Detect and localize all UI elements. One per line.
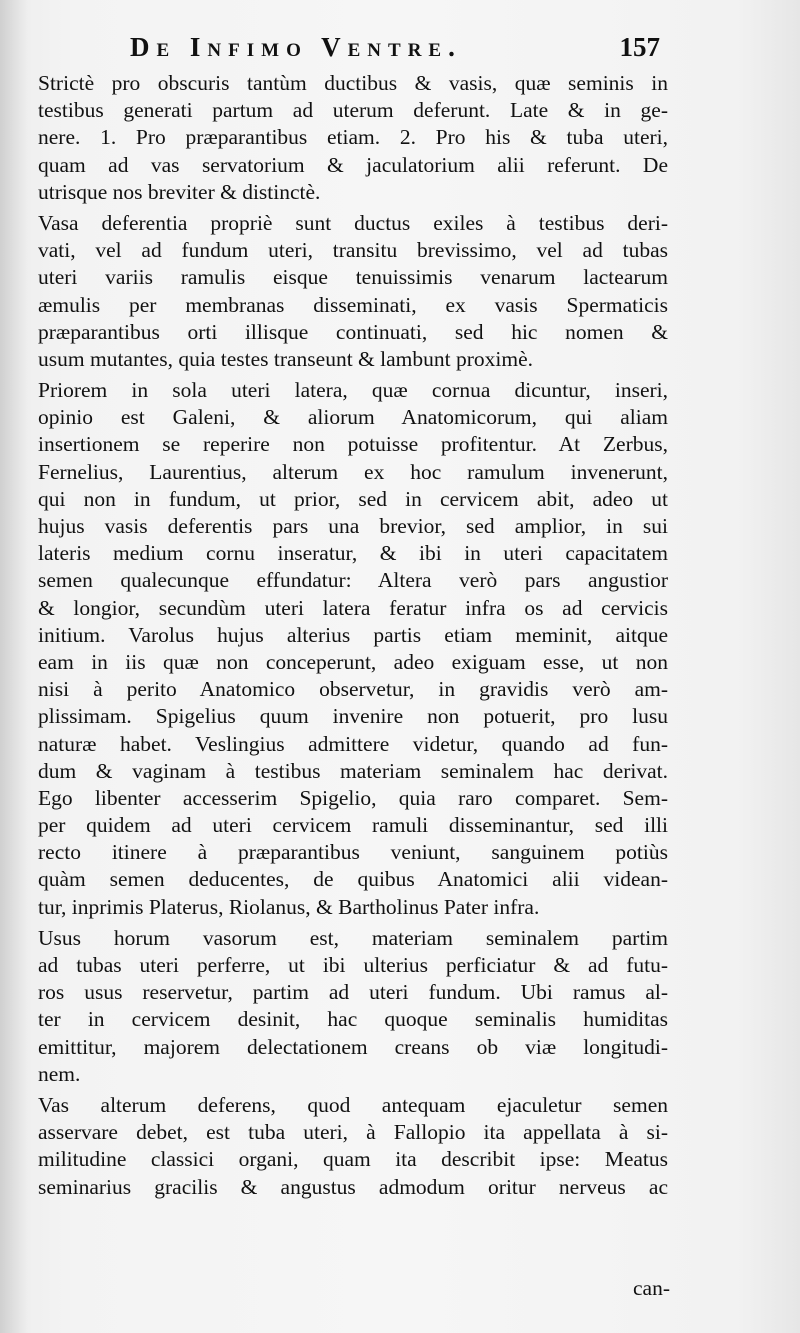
text-line: plissimam. Spigelius quum invenire non potuerit, pro lusu <box>38 704 668 729</box>
paragraph-usus <box>38 925 668 1088</box>
page-number: 157 <box>619 32 660 62</box>
text-line: ros usus reservetur, partim ad uteri fundum. Ubi ramus al- <box>38 980 668 1005</box>
text-line: qui non in fundum, ut prior, sed in cervicem abit, adeo ut <box>38 486 668 511</box>
paragraph-vasa-deferentia <box>38 210 668 373</box>
text-line: militudine classici organi, quam ita describit ipse: Meatus <box>38 1147 668 1172</box>
text-line: opinio est Galeni, & aliorum Anatomicorum, qui aliam <box>38 405 668 430</box>
text-line: dum & vaginam à testibus materiam seminalem hac derivat. <box>38 758 668 783</box>
text-line: emittitur, majorem delectationem creans ob viæ longitudi- <box>38 1034 668 1059</box>
text-line: Ego libenter accesserim Spigelio, quia raro comparet. Sem- <box>38 785 668 810</box>
text-line: nem. <box>38 1061 81 1086</box>
text-line: vati, vel ad fundum uteri, transitu brevissimo, vel ad tubas <box>38 238 668 263</box>
text-line: semen qualecunque effundatur: Altera verò pars angustior <box>38 568 668 593</box>
text-line: quam ad vas servatorium & jaculatorium alii referunt. De <box>38 152 668 177</box>
catchword: can- <box>633 1276 670 1300</box>
text-line: hujus vasis deferentis pars una brevior, sed amplior, in sui <box>38 514 668 538</box>
text-line: Vas alterum deferens, quod antequam ejaculetur semen <box>38 1092 668 1117</box>
paragraph-priorem <box>38 377 668 921</box>
text-line: ad tubas uteri perferre, ut ibi ulterius perficiatur & ad futu- <box>38 953 668 977</box>
paragraph-stricte <box>38 70 668 206</box>
text-line: quàm semen deducentes, de quibus Anatomici alii videan- <box>38 867 668 892</box>
body-text <box>38 70 668 1201</box>
text-line: recto itinere à præparantibus veniunt, sanguinem potiùs <box>38 840 668 865</box>
text-line: eam in iis quæ non conceperunt, adeo exiguam esse, ut non <box>38 649 668 674</box>
text-line: naturæ habet. Veslingius admittere videtur, quando ad fun- <box>38 731 668 756</box>
text-line: initium. Varolus hujus alterius partis etiam meminit, aitque <box>38 622 668 647</box>
text-line: Strictè pro obscuris tantùm ductibus & vasis, quæ seminis in <box>38 71 668 95</box>
gutter-shadow <box>0 0 28 1333</box>
text-line: Vasa deferentia propriè sunt ductus exiles à testibus deri- <box>38 210 668 235</box>
text-line: utrisque nos breviter & distinctè. <box>38 179 321 204</box>
text-line: lateris medium cornu inseratur, & ibi in uteri capacitatem <box>38 541 668 566</box>
paragraph-vas-alterum <box>38 1092 668 1201</box>
text-line: Usus horum vasorum est, materiam seminalem partim <box>38 925 668 950</box>
text-line: æmulis per membranas disseminati, ex vasis Spermaticis <box>38 292 668 317</box>
text-line: testibus generati partum ad uterum deferunt. Late & in ge- <box>38 98 668 123</box>
text-line: tur, inprimis Platerus, Riolanus, & Bartholinus Pater infra. <box>38 894 540 919</box>
text-line: præparantibus orti illisque continuati, sed hic nomen & <box>38 319 668 344</box>
running-title: De Infimo Ventre. <box>130 32 462 62</box>
text-line: nere. 1. Pro præparantibus etiam. 2. Pro his & tuba uteri, <box>38 125 668 150</box>
text-line: nisi à perito Anatomico observetur, in gravidis verò am- <box>38 677 668 702</box>
text-line: Priorem in sola uteri latera, quæ cornua dicuntur, inseri, <box>38 378 668 403</box>
text-line: usum mutantes, quia testes transeunt & lambunt proximè. <box>38 346 534 371</box>
page-header <box>120 28 660 68</box>
text-line: asservare debet, est tuba uteri, à Fallopio ita appellata à si- <box>38 1120 668 1145</box>
text-line: ter in cervicem desinit, hac quoque seminalis humiditas <box>38 1007 668 1032</box>
text-line: uteri variis ramulis eisque tenuissimis venarum lactearum <box>38 265 668 290</box>
text-line: & longior, secundùm uteri latera feratur infra os ad cervicis <box>38 595 668 620</box>
text-line: insertionem se reperire non potuisse profitentur. At Zerbus, <box>38 432 668 457</box>
text-line: seminarius gracilis & angustus admodum oritur nerveus ac <box>38 1174 668 1199</box>
text-line: per quidem ad uteri cervicem ramuli disseminantur, sed illi <box>38 813 668 838</box>
text-line: Fernelius, Laurentius, alterum ex hoc ramulum invenerunt, <box>38 459 668 484</box>
